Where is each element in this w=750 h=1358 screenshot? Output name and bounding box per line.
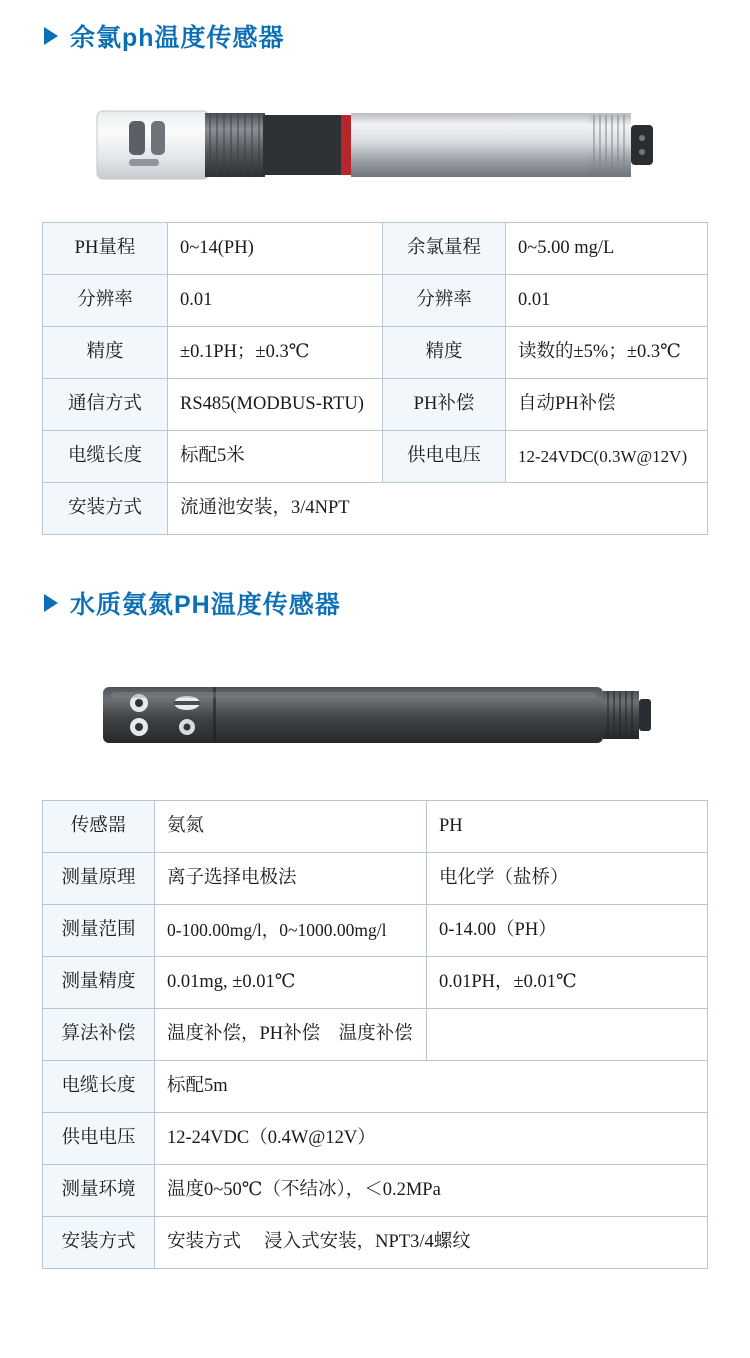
table-row: [43, 223, 708, 275]
spec-label: 分辨率: [383, 275, 506, 327]
spec-value: ±0.1PH；±0.3℃: [168, 327, 383, 379]
spec-value: 0.01mg, ±0.01℃: [155, 957, 427, 1009]
spec-value: PH: [427, 801, 708, 853]
table-row: [43, 1165, 708, 1217]
spec-value: 0.01: [506, 275, 708, 327]
spec-value: 0-100.00mg/l，0~1000.00mg/l: [155, 905, 427, 957]
product-image-1: [0, 72, 750, 222]
spec-label: 测量范围: [43, 905, 155, 957]
triangle-bullet-icon: [44, 27, 58, 45]
spec-value: 自动PH补偿: [506, 379, 708, 431]
section-title-2: [0, 585, 750, 621]
spec-value: 0.01: [168, 275, 383, 327]
spec-value: 读数的±5%；±0.3℃: [506, 327, 708, 379]
table-row: [43, 853, 708, 905]
spec-value: 0.01PH，±0.01℃: [427, 957, 708, 1009]
table-row: [43, 483, 708, 535]
spec-value: 温度补偿，PH补偿 温度补偿: [155, 1009, 427, 1061]
spec-label: 电缆长度: [43, 1061, 155, 1113]
spec-label: PH量程: [43, 223, 168, 275]
table-row: [43, 327, 708, 379]
section-title-1: [0, 18, 750, 54]
spec-label: 供电电压: [43, 1113, 155, 1165]
spec-value: 安装方式 浸入式安装，NPT3/4螺纹: [155, 1217, 708, 1269]
spec-value: 氨氮: [155, 801, 427, 853]
spec-label: 余氯量程: [383, 223, 506, 275]
spec-table-ammonia-ph: [42, 800, 708, 1269]
spec-value: 12-24VDC（0.4W@12V）: [155, 1113, 708, 1165]
spec-value: 流通池安装，3/4NPT: [168, 483, 708, 535]
table-row: [43, 1113, 708, 1165]
section-title-text: 余氯ph温度传感器: [70, 24, 285, 52]
triangle-bullet-icon: [44, 594, 58, 612]
spec-label: 供电电压: [383, 431, 506, 483]
spec-label: 精度: [43, 327, 168, 379]
table-row: [43, 1061, 708, 1113]
spec-label: 安装方式: [43, 483, 168, 535]
spec-value: 0~14(PH): [168, 223, 383, 275]
spec-label: 测量精度: [43, 957, 155, 1009]
table-row: [43, 957, 708, 1009]
spec-label: 传感噐: [43, 801, 155, 853]
spec-table-chlorine-ph: [42, 222, 708, 535]
spec-value: 温度0~50℃（不结冰），＜0.2MPa: [155, 1165, 708, 1217]
spec-value: 电化学（盐桥）: [427, 853, 708, 905]
table-row: [43, 275, 708, 327]
section-chlorine-ph-temp-sensor: [0, 0, 750, 535]
spec-label: 算法补偿: [43, 1009, 155, 1061]
table-row: [43, 431, 708, 483]
spec-label: 通信方式: [43, 379, 168, 431]
spec-value: 0-14.00（PH）: [427, 905, 708, 957]
spec-value: 离子选择电极法: [155, 853, 427, 905]
spec-label: 测量环境: [43, 1165, 155, 1217]
section-ammonia-ph-temp-sensor: [0, 535, 750, 1269]
table-row: [43, 379, 708, 431]
spec-label: PH补偿: [383, 379, 506, 431]
spec-label: 电缆长度: [43, 431, 168, 483]
spec-label: 安装方式: [43, 1217, 155, 1269]
section-title-text: 水质氨氮PH温度传感器: [70, 591, 341, 619]
spec-label: 测量原理: [43, 853, 155, 905]
table-row: [43, 1217, 708, 1269]
spec-value-empty: [427, 1009, 708, 1061]
spec-value: 标配5m: [155, 1061, 708, 1113]
table-row: [43, 1009, 708, 1061]
product-image-2: [0, 635, 750, 800]
spec-value: 12-24VDC(0.3W@12V): [506, 431, 708, 483]
spec-label: 分辨率: [43, 275, 168, 327]
table-row: [43, 905, 708, 957]
table-row: [43, 801, 708, 853]
spec-value: 标配5米: [168, 431, 383, 483]
spec-label: 精度: [383, 327, 506, 379]
spec-value: RS485(MODBUS-RTU): [168, 379, 383, 431]
spec-value: 0~5.00 mg/L: [506, 223, 708, 275]
